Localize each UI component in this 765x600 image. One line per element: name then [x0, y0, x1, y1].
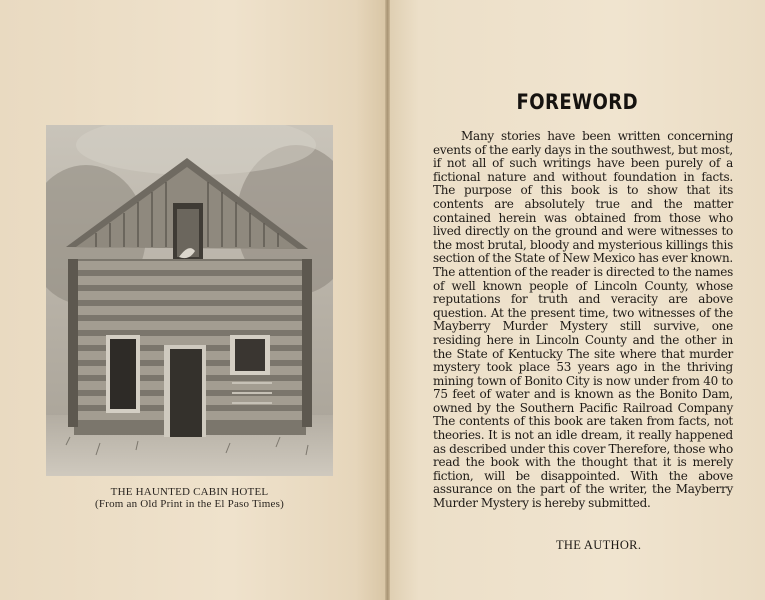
book-gutter	[385, 0, 390, 600]
log-cabin-icon	[46, 125, 333, 476]
author-signature: THE AUTHOR.	[556, 538, 642, 552]
foreword-body: Many stories have been written concerning events of the early days in the southwest, but most, if not all of such writings have been purely of a fictional nature and without foundation in facts. The purpose of this book is to show that its contents are absolutely true and the matter contained herein was obtained from those who lived directly on the ground and were witnesses to the most brutal, bloody and mysterious killings this section of the State of New Mexico has ever known. The attention of the reader is directed to the names of well known people of Lincoln County, whose reputations for truth and veracity are above question. At the present time, two witnesses of the Mayberry Murder Mystery still survive, one residing here in Lincoln County and the other in the State of Kentucky The site where that murder mystery took place 53 years ago in the thriving mining town of Bonito City is now under from 40 to 75 feet of water and is known as the Bonito Dam, owned by the Southern Pacific Railroad Company The contents of this book are taken from facts, not theories. It is not an idle dream, it really happened as described under this cover Therefore, those who read the book with the thought that it is merely fiction, will be disappointed. With the above assurance on the part of the writer, the Mayberry Murder Mystery is hereby submitted.	[433, 129, 733, 511]
show-through-mark	[120, 92, 138, 113]
photo-caption-title: THE HAUNTED CABIN HOTEL	[110, 486, 269, 498]
photo-caption-subtitle: (From an Old Print in the El Paso Times)	[95, 498, 284, 510]
page-title: FOREWORD	[516, 90, 639, 114]
cabin-photo	[46, 125, 333, 476]
